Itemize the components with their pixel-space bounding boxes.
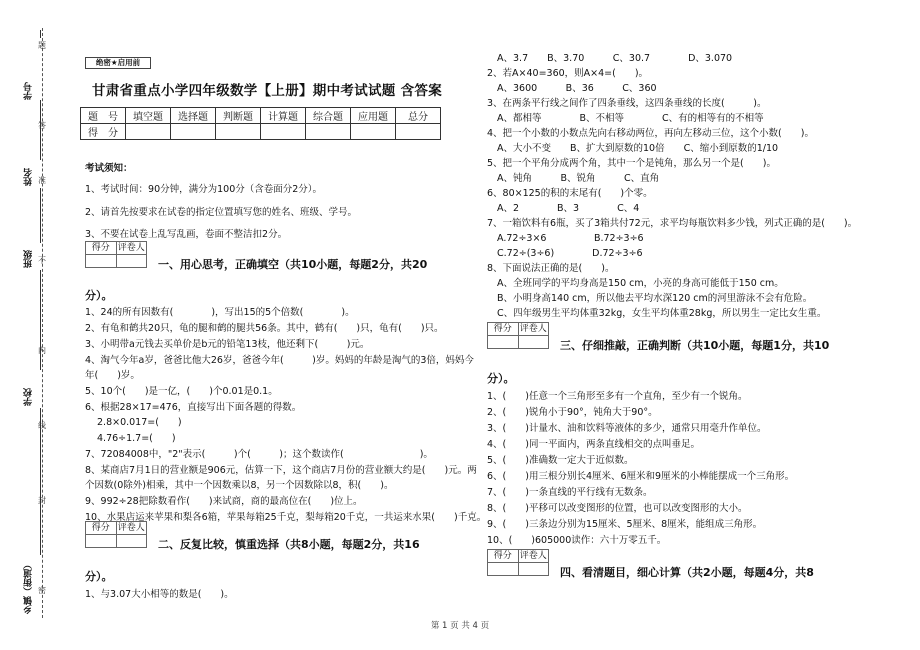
score-table-header: 判断题 xyxy=(216,108,261,124)
notice-item: 2、请首先按要求在试卷的指定位置填写您的姓名、班级、学号。 xyxy=(85,207,358,218)
grader-score-cell[interactable] xyxy=(86,535,117,547)
question: 10、( )605000读作：六十万零五千。 xyxy=(487,535,667,546)
town-field[interactable] xyxy=(40,500,41,555)
grader-reviewer-cell[interactable] xyxy=(519,563,549,575)
grader-score-cell[interactable] xyxy=(488,336,519,348)
question: 4、淘气今年a岁，爸爸比他大26岁，爸爸今年( )岁。妈妈的年龄是淘气的3倍，妈妈今 xyxy=(85,355,474,366)
question: 1、与3.07大小相等的数是( )。 xyxy=(85,589,234,600)
question: 2、有龟和鹤共20只，龟的腿和鹤的腿共56条。其中，鹤有( )只，龟有( )只。 xyxy=(85,323,444,334)
options: A、3.7 B、3.70 C、30.7 D、3.070 xyxy=(497,53,733,64)
grader-score-label: 得分 xyxy=(488,550,519,562)
question: 4、( )同一平面内，两条直线相交的点叫垂足。 xyxy=(487,439,700,450)
name-field[interactable] xyxy=(40,188,41,243)
options: A、2 B、3 C、4 xyxy=(497,203,640,214)
question: 7、72084008中，"2"表示( )个( )；这个数读作( )。 xyxy=(85,449,433,460)
grader-reviewer-label: 评卷人 xyxy=(117,243,145,253)
options: C.72÷(3÷6) D.72÷3÷6 xyxy=(497,248,643,259)
question: 5、10个( )是一亿，( )个0.01是0.1。 xyxy=(85,386,278,397)
options: C、四年级男生平均体重32kg，女生平均体重28kg，所以男生一定比女生重。 xyxy=(497,308,827,319)
score-table-row xyxy=(81,124,441,140)
class-label: 班级 xyxy=(24,250,34,268)
score-cell[interactable] xyxy=(126,124,171,140)
question: 8、某商店7月1日的营业额是906元，估算一下，这个商店7月份的营业额大约是( )元。两 xyxy=(85,465,477,476)
section4-title: 四、看清题目，细心计算（共2小题，每题4分，共8 xyxy=(560,566,814,579)
binding-mark: 不 xyxy=(38,256,46,265)
options: A、全班同学的平均身高是150 cm，小亮的身高可能低于150 cm。 xyxy=(497,278,784,289)
notice-heading: 考试须知： xyxy=(85,163,133,174)
question: 10、水果店运来苹果和梨各6箱，苹果每箱25千克，梨每箱20千克，一共运来水果( )千克。 xyxy=(85,512,487,523)
options: B、小明身高140 cm，所以他去平均水深120 cm的河里游泳不会有危险。 xyxy=(497,293,813,304)
binding-mark: 封 xyxy=(38,496,46,505)
page-title: 甘肃省重点小学四年级数学【上册】期中考试试题 含答案 xyxy=(92,83,442,99)
section3-title: 三、仔细推敲，正确判断（共10小题，每题1分，共10 xyxy=(560,339,830,352)
student-id-label: 学号 xyxy=(24,82,34,100)
question: 年( )岁。 xyxy=(85,370,140,381)
score-table-header: 计算题 xyxy=(261,108,306,124)
score-cell[interactable] xyxy=(261,124,306,140)
question: 9、992÷28把除数看作( )来试商，商的最高位在( )位上。 xyxy=(85,496,363,507)
question: 7、一箱饮料有6瓶，买了3箱共付72元，求平均每瓶饮料多少钱，列式正确的是( )。 xyxy=(487,218,858,229)
grader-reviewer-cell[interactable] xyxy=(117,255,147,267)
name-label: 姓名 xyxy=(24,168,34,186)
options: A.72÷3×6 B.72÷3÷6 xyxy=(497,233,644,244)
binding-rule xyxy=(40,30,41,38)
grader-score-label: 得分 xyxy=(86,242,117,254)
score-table-header: 填空题 xyxy=(126,108,171,124)
score-table-header: 选择题 xyxy=(171,108,216,124)
question: 5、( )准确数一定大于近似数。 xyxy=(487,455,634,466)
score-table-header: 应用题 xyxy=(351,108,396,124)
question: 5、把一个平角分成两个角，其中一个是钝角，那么另一个是( )。 xyxy=(487,158,776,169)
score-cell[interactable] xyxy=(171,124,216,140)
section2-title-cont: 分）。 xyxy=(85,570,113,583)
grader-score-cell[interactable] xyxy=(86,255,117,267)
grader-reviewer-label: 评卷人 xyxy=(519,551,547,561)
question: 1、24的所有因数有( )，写出15的5个倍数( )。 xyxy=(85,307,355,318)
score-table xyxy=(80,107,441,140)
grader-score-cell[interactable] xyxy=(488,563,519,575)
score-cell[interactable] xyxy=(216,124,261,140)
section3-title-cont: 分）。 xyxy=(487,372,515,385)
binding-mark: 题 xyxy=(38,41,46,50)
options: A、钝角 B、锐角 C、直角 xyxy=(497,173,660,184)
question: 2、若A×40=360，则A×4=( )。 xyxy=(487,68,649,79)
school-label: 学校 xyxy=(24,388,34,406)
question: 3、小明带a元钱去买单价是b元的铅笔13枝，他还剩下( )元。 xyxy=(85,339,370,350)
question: 8、下面说法正确的是( )。 xyxy=(487,263,615,274)
question: 1、( )任意一个三角形至多有一个直角，至少有一个锐角。 xyxy=(487,391,748,402)
score-cell[interactable] xyxy=(306,124,351,140)
options: A、都相等 B、不相等 C、有的相等有的不相等 xyxy=(497,113,764,124)
binding-mark: 密 xyxy=(38,586,46,595)
question: 2.8×0.017=( ) xyxy=(97,417,182,428)
notice-item: 1、考试时间：90分钟，满分为100分（含卷面分2分）。 xyxy=(85,184,323,195)
grader-reviewer-cell[interactable] xyxy=(117,535,147,547)
binding-mark: 内 xyxy=(38,346,46,355)
score-table-row-label: 得 分 xyxy=(81,124,126,140)
grader-box xyxy=(85,241,147,268)
grader-reviewer-cell[interactable] xyxy=(519,336,549,348)
grader-score-label: 得分 xyxy=(86,522,117,534)
question: 6、根据28×17=476，直接写出下面各题的得数。 xyxy=(85,402,302,413)
question: 8、( )平移可以改变图形的位置，也可以改变图形的大小。 xyxy=(487,503,748,514)
question: 6、80×125的积的末尾有( )个零。 xyxy=(487,188,653,199)
question: 7、( )一条直线的平行线有无数条。 xyxy=(487,487,653,498)
binding-mark: 答 xyxy=(38,121,46,130)
page-footer: 第 1 页 共 4 页 xyxy=(430,621,490,631)
score-table-header: 综合题 xyxy=(306,108,351,124)
score-cell[interactable] xyxy=(351,124,396,140)
binding-mark: 线 xyxy=(38,421,46,430)
question: 6、( )用三根分别长4厘米、6厘米和9厘米的小棒能摆成一个三角形。 xyxy=(487,471,795,482)
binding-dashed-line xyxy=(42,28,43,618)
section1-title: 一、用心思考，正确填空（共10小题，每题2分，共20 xyxy=(158,258,428,271)
grader-reviewer-label: 评卷人 xyxy=(519,324,547,334)
question: 3、( )计量水、油和饮料等液体的多少，通常只用毫升作单位。 xyxy=(487,423,767,434)
binding-mark: 准 xyxy=(38,176,46,185)
grader-box xyxy=(487,322,549,349)
options: A、3600 B、36 C、360 xyxy=(497,83,657,94)
question: 4.76÷1.7=( ) xyxy=(97,433,176,444)
score-table-header: 总分 xyxy=(396,108,441,124)
score-table-header: 题 号 xyxy=(81,108,126,124)
options: A、大小不变 B、扩大到原数的10倍 C、缩小到原数的1/10 xyxy=(497,143,779,154)
score-table-header-row xyxy=(81,108,441,124)
section2-title: 二、反复比较，慎重选择（共8小题，每题2分，共16 xyxy=(158,538,420,551)
grader-box xyxy=(85,521,147,548)
grader-box xyxy=(487,549,549,576)
grader-score-label: 得分 xyxy=(488,323,519,335)
question: 4、把一个小数的小数点先向右移动两位，再向左移动三位，这个小数( )。 xyxy=(487,128,814,139)
confidential-stamp: 绝密★启用前 xyxy=(85,57,151,69)
section1-title-cont: 分）。 xyxy=(85,289,113,302)
grader-reviewer-label: 评卷人 xyxy=(117,523,145,533)
question: 3、在两条平行线之间作了四条垂线，这四条垂线的长度( )。 xyxy=(487,98,767,109)
score-cell[interactable] xyxy=(396,124,441,140)
notice-item: 3、不要在试卷上乱写乱画，卷面不整洁扣2分。 xyxy=(85,229,288,240)
question: 9、( )三条边分别为15厘米、5厘米、8厘米，能组成三角形。 xyxy=(487,519,763,530)
question: 2、( )锐角小于90°，钝角大于90°。 xyxy=(487,407,658,418)
town-label: 乡镇（街道） xyxy=(24,560,34,614)
question: 个因数(0除外)相乘，其中一个因数乘以8，另一个因数除以8，积( )。 xyxy=(85,480,394,491)
